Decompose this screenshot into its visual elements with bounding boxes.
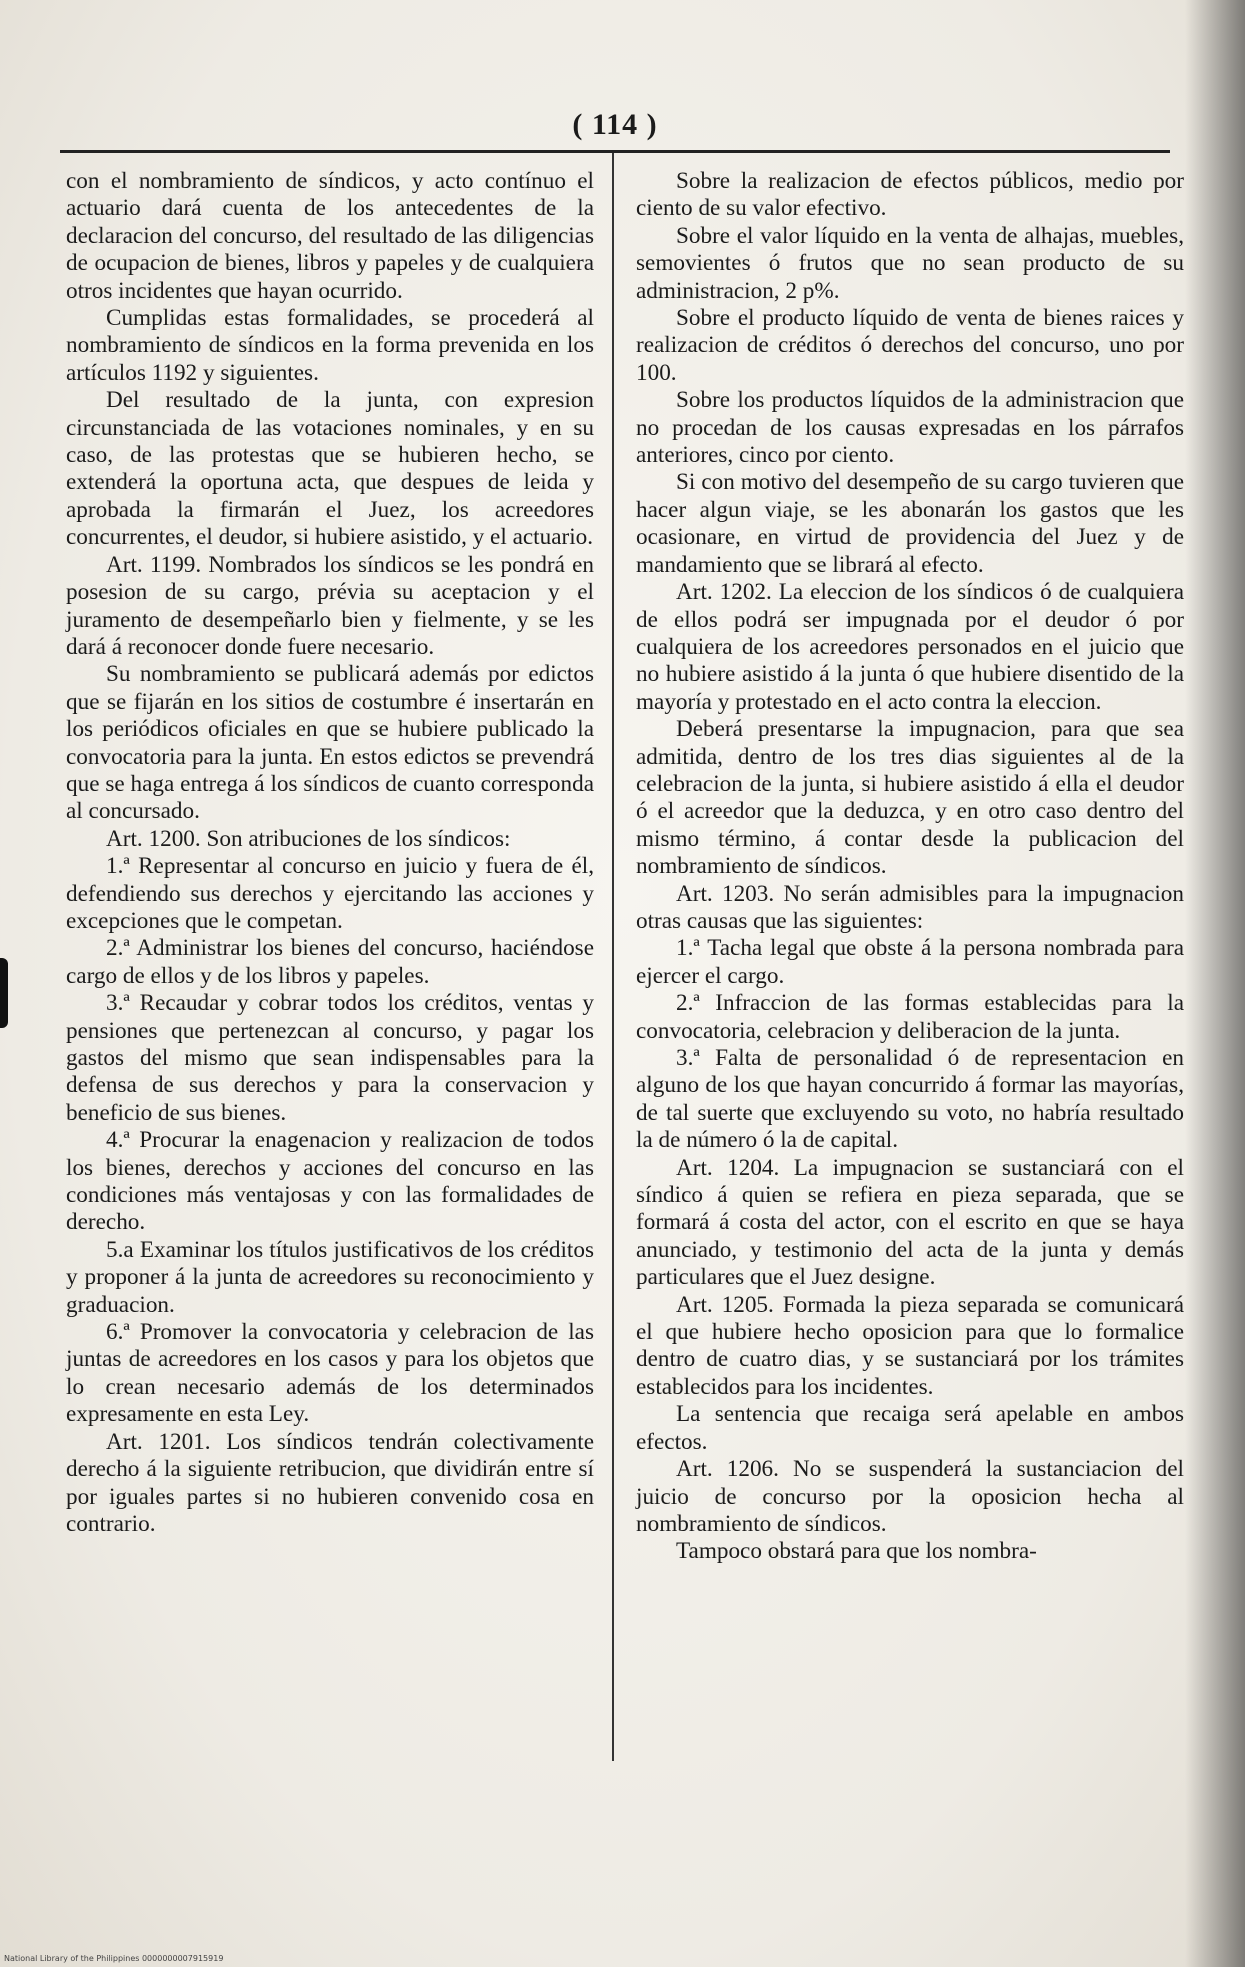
list-item: 2.ª Infraccion de las formas establecidas para la convocatoria, celebracion y deliberacion de la junta. (636, 990, 1184, 1044)
column-divider (612, 153, 614, 1761)
page-edge-shadow (1185, 0, 1245, 1967)
paragraph: Tampoco obstará para que los nombra- (676, 1538, 1037, 1565)
paragraph: Sobre los productos líquidos de la administracion que no procedan de los causas expresadas en los párrafos anteriores, cinco por ciento. (636, 387, 1184, 469)
paragraph: Sobre el producto líquido de venta de bienes raices y realizacion de créditos ó derechos del concurso, uno por 100. (636, 305, 1184, 386)
paragraph: Sobre el valor líquido en la venta de alhajas, muebles, semovientes ó frutos que no sean producto de su administracion, 2 p%. (636, 222, 1184, 304)
page-header (60, 108, 1170, 148)
list-item: 2.ª Administrar los bienes del concurso, haciéndose cargo de ellos y de los libros y papeles. (66, 935, 594, 989)
article-1206: Art. 1206. No se suspenderá la sustanciacion del juicio de concurso por la oposicion hecha al nombramiento de síndicos. (636, 1456, 1184, 1537)
paragraph: con el nombramiento de síndicos, y acto contínuo el actuario dará cuenta de los antecedentes de la declaracion del concurso, del resultado de las diligencias de ocupacion de bienes, libros y papeles y de cualquiera otros incidentes que hayan ocurrido. (66, 168, 594, 304)
library-footer: National Library of the Philippines 0000000007915919 (4, 1954, 224, 1963)
list-item: 6.ª Promover la convocatoria y celebracion de las juntas de acreedores en los casos y para los objetos que lo crean necesario además de los determinados expresamente en esta Ley. (66, 1319, 594, 1428)
paragraph: Cumplidas estas formalidades, se procederá al nombramiento de síndicos en la forma prevenida en los artículos 1192 y siguientes. (66, 305, 594, 386)
list-item: 4.ª Procurar la enagenacion y realizacion de todos los bienes, derechos y acciones del concurso en las condiciones más ventajosas y con las formalidades de derecho. (66, 1127, 594, 1236)
paragraph: Si con motivo del desempeño de su cargo tuvieren que hacer algun viaje, se les abonarán los gastos que les ocasionare, en virtud de providencia del Juez y de mandamiento que se librará al efecto. (636, 469, 1184, 578)
left-column (66, 168, 594, 1538)
article-1199: Art. 1199. Nombrados los síndicos se les pondrá en posesion de su cargo, prévia su aceptacion y el juramento de desempeñarlo bien y fielmente, y se les dará á reconocer donde fuere necesario. (66, 551, 594, 660)
page-number: ( 114 ) (572, 108, 658, 141)
paragraph: La sentencia que recaiga será apelable en ambos efectos. (636, 1401, 1184, 1455)
list-item: 1.ª Representar al concurso en juicio y fuera de él, defendiendo sus derechos y ejercitando las acciones y excepciones que le competan. (66, 853, 594, 934)
paragraph: Sobre la realizacion de efectos públicos, medio por ciento de su valor efectivo. (636, 168, 1184, 222)
header-rule (60, 150, 1170, 153)
paragraph: Su nombramiento se publicará además por edictos que se fijarán en los sitios de costumbre é insertarán en los periódicos oficiales en que se hubiere publicado la convocatoria para la junta. En estos edictos se prevendrá que se haga entrega á los síndicos de cuanto corresponda al concursado. (66, 661, 594, 825)
article-1205: Art. 1205. Formada la pieza separada se comunicará el que hubiere hecho oposicion para que lo formalice dentro de cuatro dias, y se sustanciará por los trámites establecidos para los incidentes. (636, 1291, 1184, 1400)
article-1200: Art. 1200. Son atribuciones de los síndicos: (106, 825, 511, 852)
binding-mark (0, 958, 8, 1028)
article-1202: Art. 1202. La eleccion de los síndicos ó de cualquiera de ellos podrá ser impugnada por el deudor ó por cualquiera de los acreedores personados en el juicio que no hubiere asistido á la junta ó que hubiere disentido de la mayoría y protestado en el acto contra la eleccion. (636, 579, 1184, 715)
article-1201: Art. 1201. Los síndicos tendrán colectivamente derecho á la siguiente retribucion, que dividirán entre sí por iguales partes si no hubieren convenido cosa en contrario. (66, 1428, 594, 1537)
right-column (636, 168, 1184, 1566)
list-item: 3.ª Falta de personalidad ó de representacion en alguno de los que hayan concurrido á formar las mayorías, de tal suerte que excluyendo su voto, no habría resultado la de número ó la de capital. (636, 1045, 1184, 1154)
article-1204: Art. 1204. La impugnacion se sustanciará con el síndico á quien se refiera en pieza separada, que se formará á costa del actor, con el escrito en que se haya anunciado, y testimonio del acta de la junta y demás particulares que el Juez designe. (636, 1154, 1184, 1291)
paragraph: Deberá presentarse la impugnacion, para que sea admitida, dentro de los tres dias siguientes al de la celebracion de la junta, si hubiere asistido á ella el deudor ó el acreedor que la deduzca, y en otro caso dentro del mismo término, á contar desde la publicacion del nombramiento de síndicos. (636, 716, 1184, 880)
list-item: 1.ª Tacha legal que obste á la persona nombrada para ejercer el cargo. (636, 935, 1184, 989)
list-item: 5.a Examinar los títulos justificativos de los créditos y proponer á la junta de acreedores su reconocimiento y graduacion. (66, 1236, 594, 1318)
list-item: 3.ª Recaudar y cobrar todos los créditos, ventas y pensiones que pertenezcan al concurso, y pagar los gastos del mismo que sean indispensables para la defensa de sus derechos y para la conservacion y beneficio de sus bienes. (66, 990, 594, 1126)
article-1203: Art. 1203. No serán admisibles para la impugnacion otras causas que las siguientes: (636, 880, 1184, 934)
paragraph: Del resultado de la junta, con expresion circunstanciada de las votaciones nominales, y en su caso, de las protestas que se hubieren hecho, se extenderá la oportuna acta, que despues de leida y aprobada la firmarán el Juez, los acreedores concurrentes, el deudor, si hubiere asistido, y el actuario. (66, 387, 594, 551)
